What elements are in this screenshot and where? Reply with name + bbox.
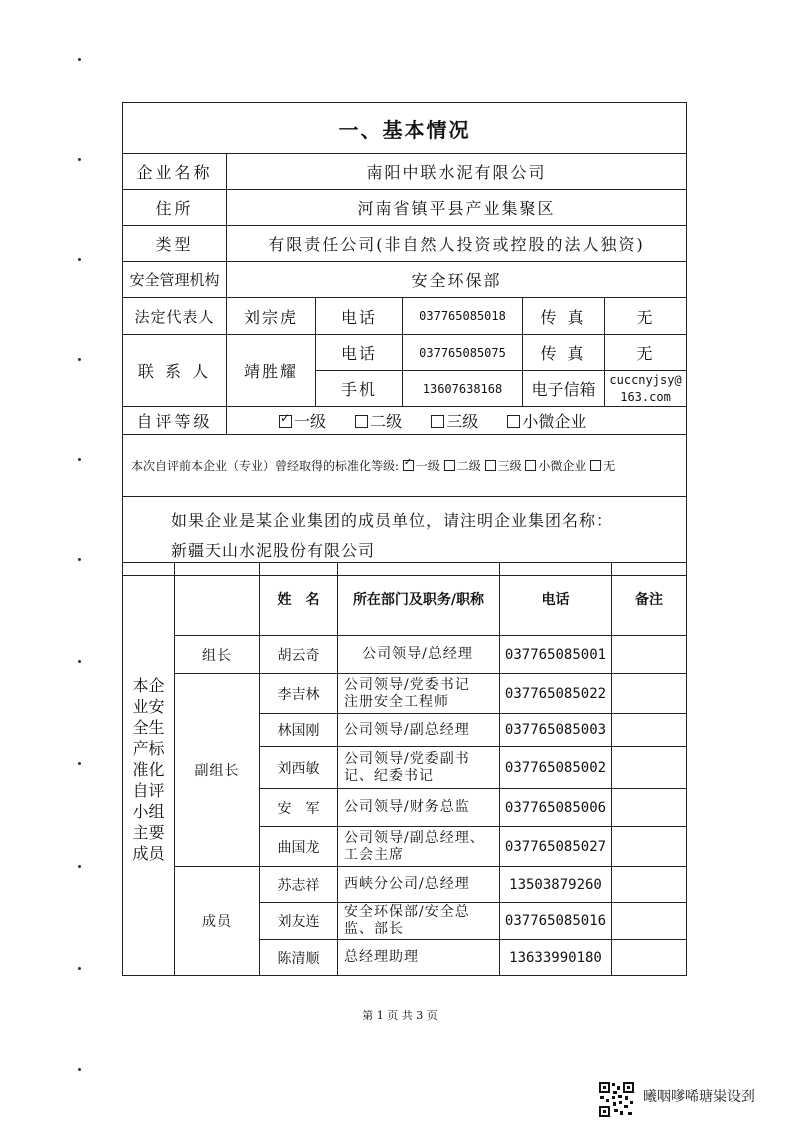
contact-mobile-label: 手机 <box>316 371 403 407</box>
header-empty <box>175 563 260 636</box>
watermark-text: 曦咽嗲唏瑭粜设刭 <box>643 1089 755 1105</box>
member-phone: 037765085001 <box>500 636 612 674</box>
member-phone: 13503879260 <box>500 867 612 903</box>
email-line-1: cuccnyjsy@ <box>609 372 682 387</box>
role-deputy: 副组长 <box>175 674 260 867</box>
table-row <box>123 636 687 674</box>
page-title: 一、基本情况 <box>123 103 687 154</box>
checked-box-icon <box>279 415 292 428</box>
role-leader: 组长 <box>175 636 260 674</box>
margin-mark <box>78 865 81 868</box>
header-remark: 备注 <box>612 563 687 636</box>
margin-mark <box>78 58 81 61</box>
member-position: 总经理助理 <box>338 940 500 976</box>
margin-mark <box>78 558 81 561</box>
legal-phone-label: 电话 <box>316 298 403 335</box>
contact-mobile-value: 13607638168 <box>403 371 523 407</box>
member-remark <box>612 714 687 747</box>
margin-mark <box>78 762 81 765</box>
checkbox-icon <box>590 460 601 471</box>
member-phone: 037765085006 <box>500 789 612 827</box>
margin-mark <box>78 458 81 461</box>
member-remark <box>612 674 687 714</box>
members-section-label: 本企 业安 全生 产标 准化 自评 小组 主要 成员 <box>123 563 175 976</box>
legal-phone-value: 037765085018 <box>403 298 523 335</box>
member-position: 公司领导/党委书记 注册安全工程师 <box>338 674 500 714</box>
checkbox-icon <box>444 460 455 471</box>
member-phone: 037765085002 <box>500 747 612 789</box>
safety-org-value: 安全环保部 <box>227 262 687 298</box>
margin-mark <box>78 660 81 663</box>
member-remark <box>612 636 687 674</box>
prior-option-1[interactable]: ✓ 一级 <box>403 459 440 473</box>
member-name: 林国刚 <box>260 714 338 747</box>
member-position: 西峡分公司/总经理 <box>338 867 500 903</box>
self-level-label: 自评等级 <box>123 407 227 435</box>
email-line-2: 163.com <box>620 389 671 404</box>
checkbox-icon <box>485 460 496 471</box>
member-name: 陈清顺 <box>260 940 338 976</box>
member-name: 苏志祥 <box>260 867 338 903</box>
prior-option-5[interactable]: 无 <box>590 459 615 473</box>
member-remark <box>612 867 687 903</box>
checkbox-icon <box>431 415 444 428</box>
contact-phone-value: 037765085075 <box>403 335 523 371</box>
prior-option-4[interactable]: 小微企业 <box>525 459 586 473</box>
checked-box-icon <box>403 460 414 471</box>
member-position: 公司领导/党委副书 记、纪委书记 <box>338 747 500 789</box>
role-member: 成员 <box>175 867 260 976</box>
member-remark <box>612 789 687 827</box>
self-level-option-2[interactable]: 二级 <box>355 412 402 431</box>
checkbox-icon <box>507 415 520 428</box>
prior-level-text: 本次自评前本企业（专业）曾经取得的标准化等级: <box>131 459 400 473</box>
header-phone: 电话 <box>500 563 612 636</box>
margin-mark <box>78 1068 81 1071</box>
contact-email-value <box>605 371 687 407</box>
self-level-option-1[interactable]: ✓ 一级 <box>279 412 326 431</box>
qr-code-icon <box>598 1081 635 1118</box>
contact-name: 靖胜耀 <box>227 335 316 407</box>
margin-mark <box>78 258 81 261</box>
member-name: 曲国龙 <box>260 827 338 867</box>
checkbox-icon <box>355 415 368 428</box>
legal-rep-label: 法定代表人 <box>123 298 227 335</box>
member-remark <box>612 903 687 940</box>
contact-email-label: 电子信箱 <box>523 371 605 407</box>
type-label: 类型 <box>123 226 227 262</box>
contact-fax-label: 传 真 <box>523 335 605 371</box>
page-footer: 第 1 页 共 3 页 <box>362 1009 438 1022</box>
member-phone: 037765085027 <box>500 827 612 867</box>
address-value: 河南省镇平县产业集聚区 <box>227 190 687 226</box>
members-table <box>122 562 687 976</box>
member-remark <box>612 827 687 867</box>
member-remark <box>612 940 687 976</box>
self-level-options <box>227 407 687 435</box>
header-position: 所在部门及职务/职称 <box>338 563 500 636</box>
group-name: 新疆天山水泥股份有限公司 <box>171 541 376 560</box>
member-name: 刘西敏 <box>260 747 338 789</box>
member-remark <box>612 747 687 789</box>
member-name: 安 军 <box>260 789 338 827</box>
member-phone: 037765085016 <box>500 903 612 940</box>
group-prompt: 如果企业是某企业集团的成员单位，请注明企业集团名称： <box>171 511 614 530</box>
legal-rep-name: 刘宗虎 <box>227 298 316 335</box>
address-label: 住所 <box>123 190 227 226</box>
safety-org-label: 安全管理机构 <box>123 262 227 298</box>
basic-info-table <box>122 102 687 576</box>
margin-mark <box>78 358 81 361</box>
table-row <box>123 867 687 903</box>
member-name: 刘友连 <box>260 903 338 940</box>
type-value: 有限责任公司(非自然人投资或控股的法人独资) <box>227 226 687 262</box>
member-position: 公司领导/总经理 <box>338 636 500 674</box>
member-phone: 037765085003 <box>500 714 612 747</box>
margin-mark <box>78 967 81 970</box>
checkbox-icon <box>525 460 536 471</box>
member-position: 公司领导/财务总监 <box>338 789 500 827</box>
self-level-option-3[interactable]: 三级 <box>431 412 478 431</box>
member-name: 胡云奇 <box>260 636 338 674</box>
legal-fax-value: 无 <box>605 298 687 335</box>
contact-phone-label: 电话 <box>316 335 403 371</box>
table-row <box>123 674 687 714</box>
prior-option-3[interactable]: 三级 <box>485 459 522 473</box>
member-name: 李吉林 <box>260 674 338 714</box>
member-phone: 13633990180 <box>500 940 612 976</box>
company-name-value: 南阳中联水泥有限公司 <box>227 154 687 190</box>
prior-option-2[interactable]: 二级 <box>444 459 481 473</box>
member-position: 公司领导/副总经理 <box>338 714 500 747</box>
margin-mark <box>78 158 81 161</box>
legal-fax-label: 传 真 <box>523 298 605 335</box>
member-position: 公司领导/副总经理、 工会主席 <box>338 827 500 867</box>
contact-label: 联 系 人 <box>123 335 227 407</box>
contact-fax-value: 无 <box>605 335 687 371</box>
member-phone: 037765085022 <box>500 674 612 714</box>
prior-level-row <box>123 435 687 497</box>
member-position: 安全环保部/安全总 监、部长 <box>338 903 500 940</box>
company-name-label: 企业名称 <box>123 154 227 190</box>
header-name: 姓 名 <box>260 563 338 636</box>
self-level-option-4[interactable]: 小微企业 <box>507 412 586 431</box>
